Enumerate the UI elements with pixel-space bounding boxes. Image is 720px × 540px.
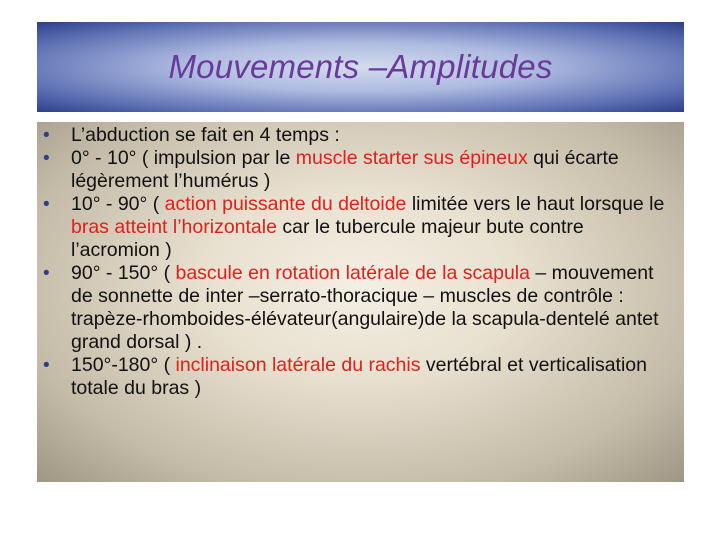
- highlighted-text: bras atteint l’horizontale: [71, 216, 277, 238]
- bullet-list: [37, 124, 684, 400]
- bullet-text: – mouvement de sonnette de inter –serrato-thoracique – muscles de contrôle : trapèze-rhomboides-élévateur(angulaire)de la scapula-dentelé antet grand dorsal ) .: [71, 262, 659, 353]
- highlighted-text: action puissante du deltoide: [164, 193, 407, 215]
- title-band: [37, 22, 684, 112]
- highlighted-text: inclinaison latérale du rachis: [175, 354, 421, 376]
- bullet-dot-icon: •: [43, 194, 50, 215]
- bullet-item: [37, 147, 684, 193]
- slide-title: Mouvements –Amplitudes: [168, 48, 553, 85]
- bullet-text: qui écarte légèrement l’humérus ): [71, 147, 619, 192]
- bullet-item: [37, 262, 684, 354]
- highlighted-text: bascule en rotation latérale de la scapula: [175, 262, 530, 284]
- bullet-dot-icon: •: [43, 355, 50, 376]
- bullet-dot-icon: •: [43, 263, 50, 284]
- bullet-text: L’abduction se fait en 4 temps :: [71, 124, 340, 146]
- bullet-dot-icon: •: [43, 148, 50, 169]
- bullet-text: 10° - 90° (: [71, 193, 165, 215]
- bullet-text: vertébral et verticalisation totale du bras ): [71, 354, 647, 399]
- bullet-item: [37, 354, 684, 400]
- bullet-text: 150°-180° (: [71, 354, 176, 376]
- bullet-text: limitée vers le haut lorsque le: [406, 193, 665, 215]
- bullet-text: car le tubercule majeur bute contre l’acromion ): [71, 216, 584, 261]
- bullet-text: 0° - 10° ( impulsion par le: [71, 147, 296, 169]
- bullet-dot-icon: •: [43, 125, 50, 146]
- bullet-item: [37, 193, 684, 262]
- content-box: [37, 122, 684, 482]
- highlighted-text: muscle starter sus épineux: [295, 147, 528, 169]
- bullet-item: [37, 124, 684, 147]
- bullet-text: 90° - 150° (: [71, 262, 176, 284]
